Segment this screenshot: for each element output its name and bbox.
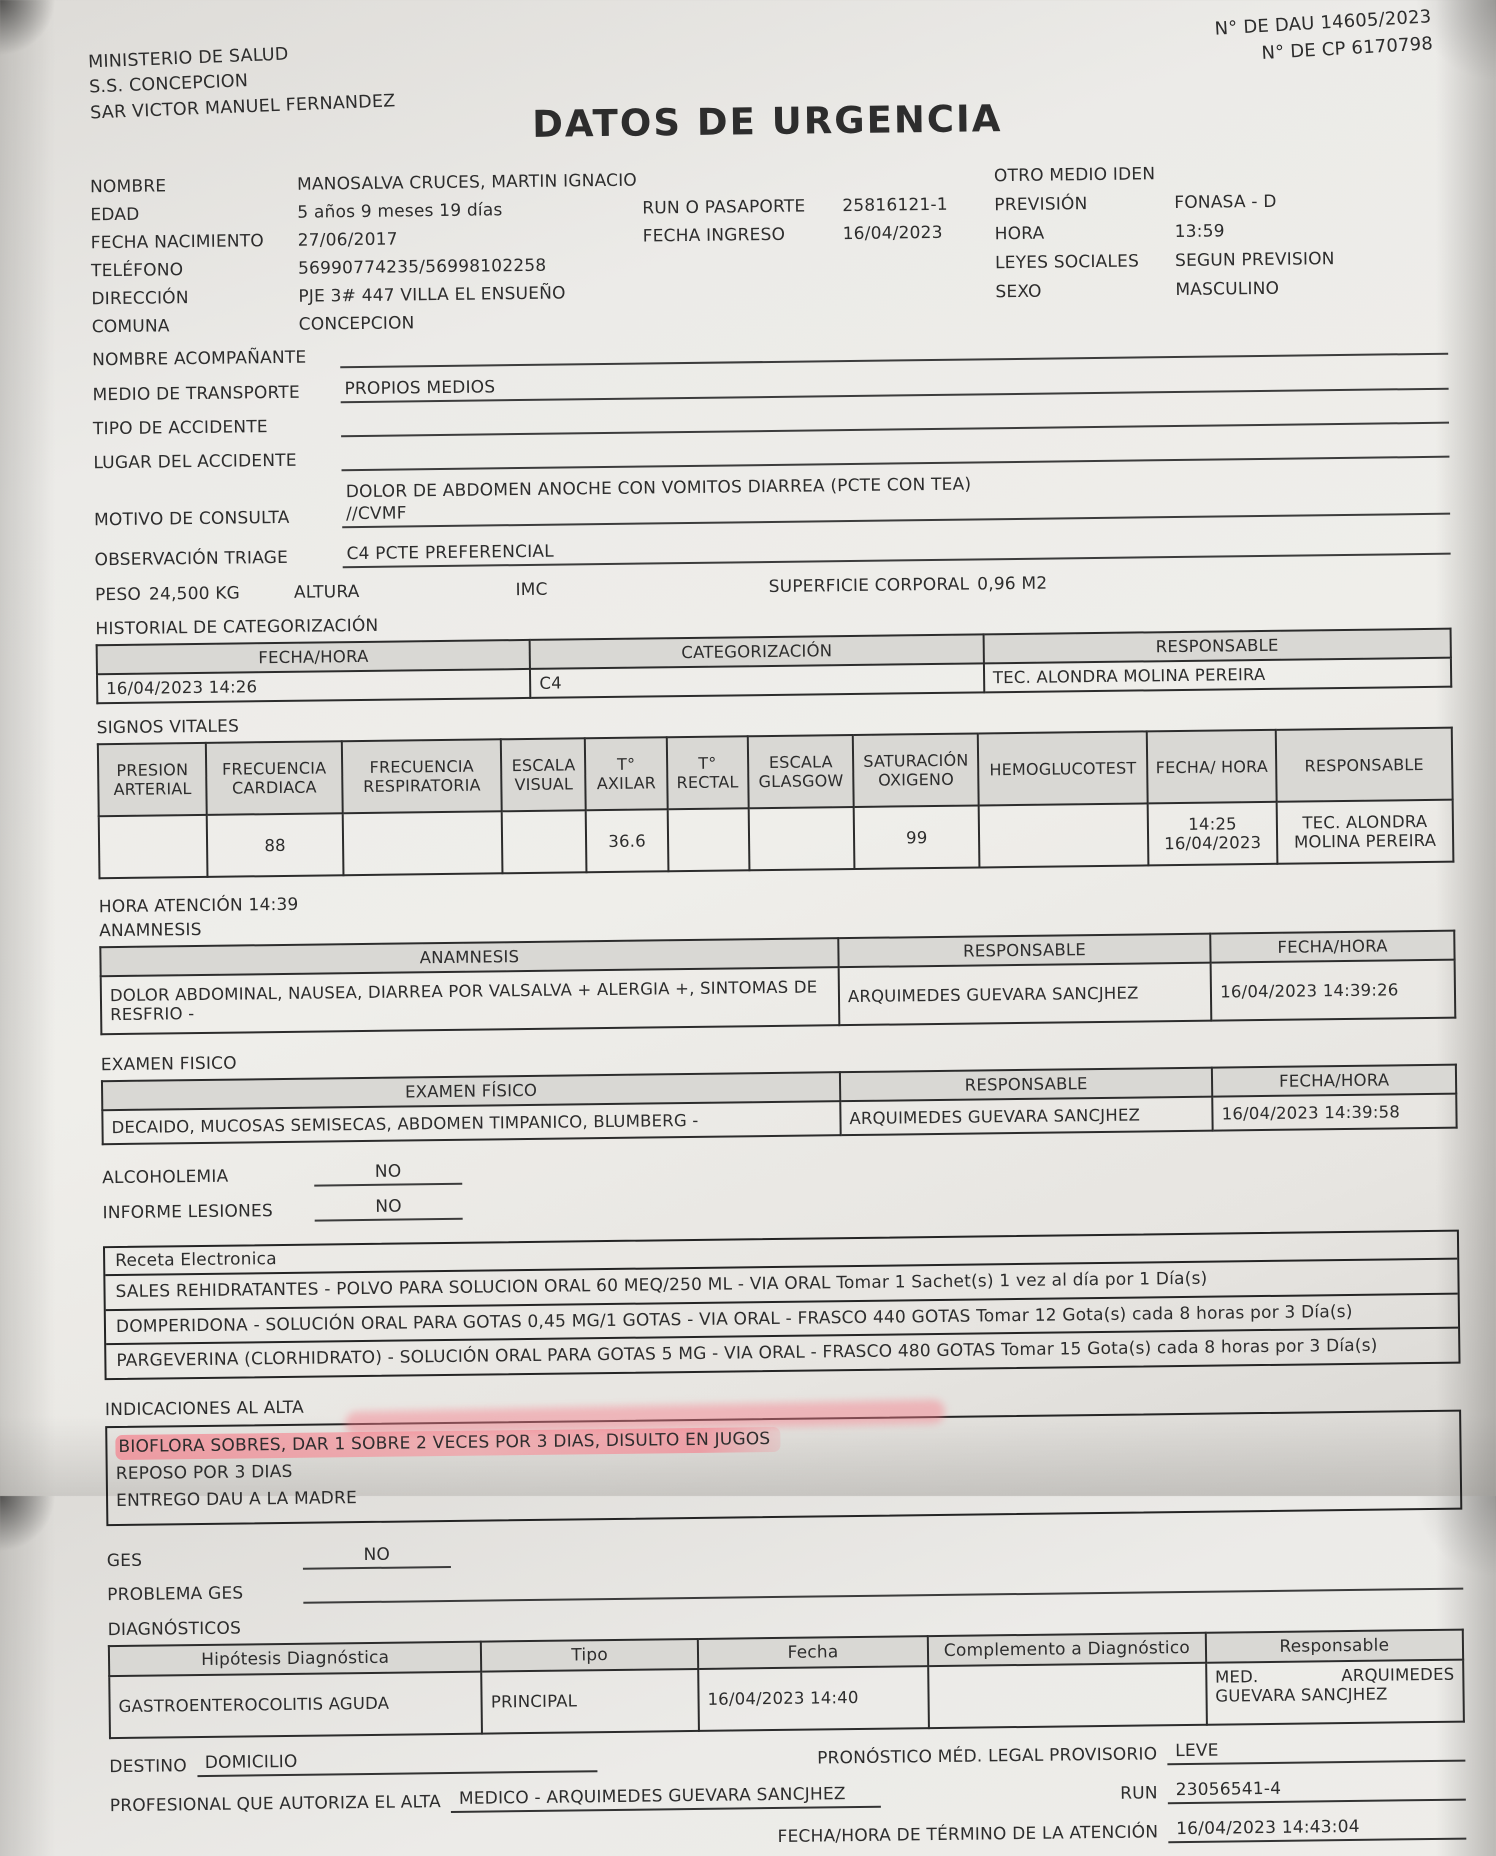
cell-hemoglucotest [979,804,1149,868]
cell-responsable: ARQUIMEDES GUEVARA SANCJHEZ [840,1097,1213,1136]
peso-label: PESO [94,584,142,606]
cell-fecha: 16/04/2023 14:40 [698,1666,929,1731]
center-name: SAR VICTOR MANUEL FERNANDEZ [89,91,396,124]
prescription-item: SALES REHIDRATANTES - POLVO PARA SOLUCION ORAL 60 MEQ/250 ML - VIA ORAL Tomar 1 Sachet(s) 1 vez al día por 1 Día(s) [105,1260,1457,1311]
motivo-line2: //CVMF [342,491,1450,529]
observacion-triage-value: C4 PCTE PREFERENCIAL [342,531,1450,569]
lugar-accidente-label: LUGAR DEL ACCIDENTE [93,450,297,474]
examen-table [101,1064,1458,1146]
document-numbers [1214,3,1446,70]
transporte-value: PROPIOS MEDIOS [340,366,1448,404]
health-service-name: S.S. CONCEPCION [88,71,249,98]
anthropometry-row [95,569,1451,606]
col-header: Fecha [698,1636,929,1669]
anamnesis-section-label: ANAMNESIS [99,920,202,942]
observacion-triage-label: OBSERVACIÓN TRIAGE [94,548,289,571]
field-acompanante [92,332,1448,372]
superficie-label: SUPERFICIE CORPORAL [768,574,970,598]
destino-value: DOMICILIO [197,1748,597,1777]
col-header: ESCALA GLASGOW [748,735,854,808]
ministry-name: MINISTERIO DE SALUD [87,44,289,73]
informe-lesiones-label: INFORME LESIONES [102,1201,274,1224]
anamnesis-table [99,930,1456,1036]
receta-title: Receta Electronica [105,1232,1457,1277]
scanned-document [88,8,1466,1856]
col-header: FRECUENCIA CARDIACA [206,741,342,815]
imc-label: IMC [515,579,548,601]
col-header: FECHA/ HORA [1147,730,1276,804]
col-header: T° AXILAR [585,737,667,810]
col-header: Responsable [1205,1629,1463,1662]
vitales-table [97,727,1455,880]
lugar-accidente-value [341,435,1449,472]
cell-escala-visual [502,810,587,873]
alcoholemia-value: NO [314,1161,462,1187]
indicacion-line: ENTREGO DAU A LA MADRE [115,1488,358,1512]
alcoholemia-label: ALCOHOLEMIA [102,1166,229,1189]
patient-identification [90,161,1448,338]
acompanante-value [340,332,1448,369]
cell-temperatura-rectal [667,808,749,871]
field-ges [107,1531,1463,1572]
examen-section-label: EXAMEN FISICO [100,1053,237,1076]
ges-label: GES [106,1550,143,1571]
prevision-value: FONASA - D [1174,191,1277,214]
fecha-nacimiento-value: 27/06/2017 [297,229,398,251]
cell-frecuencia-cardiaca: 88 [207,813,343,877]
col-header: SATURACIÓN OXIGENO [853,734,978,808]
col-header: FECHA/HORA [1211,931,1455,963]
fecha-nacimiento-label: FECHA NACIMIENTO [90,231,265,254]
acompanante-label: NOMBRE ACOMPAÑANTE [92,347,307,371]
motivo-line1: DOLOR DE ABDOMEN ANOCHE CON VOMITOS DIARREA (PCTE CON TEA) [345,474,972,503]
comuna-label: COMUNA [91,316,170,338]
patient-left-column [90,166,996,337]
leyes-sociales-value: SEGUN PREVISION [1174,249,1335,272]
cp-number: N° DE CP 6170798 [1260,33,1434,65]
motivo-consulta-value [342,469,1450,529]
hora-atencion-label: HORA ATENCIÓN [98,895,244,918]
cell-temperatura-axilar: 36.6 [586,809,668,872]
cell-fecha-hora: 16/04/2023 14:39:58 [1213,1094,1457,1131]
categorizacion-section-label: HISTORIAL DE CATEGORIZACIÓN [95,615,379,640]
problema-ges-value [303,1566,1463,1603]
altura-label: ALTURA [293,582,360,603]
informe-lesiones-value: NO [314,1196,462,1222]
hora-value: 13:59 [1174,221,1225,243]
organization-block [87,16,396,126]
col-header: ESCALA VISUAL [501,738,586,811]
col-header: RESPONSABLE [838,934,1211,968]
cell-fecha-hora: 16/04/2023 14:39:26 [1211,960,1455,1021]
nombre-label: NOMBRE [89,176,167,198]
direccion-value: PJE 3# 447 VILLA EL ENSUEÑO [298,283,566,307]
peso-value: 24,500 KG [148,583,241,605]
row-termino-atencion [110,1815,1466,1856]
transporte-label: MEDIO DE TRANSPORTE [92,382,301,406]
col-header: FECHA/HORA [1212,1065,1456,1097]
cell-categorizacion: C4 [530,664,984,699]
field-problema-ges [107,1566,1463,1606]
edad-label: EDAD [90,204,140,226]
profesional-label: PROFESIONAL QUE AUTORIZA EL ALTA [109,1791,442,1816]
sexo-value: MASCULINO [1175,278,1280,301]
nombre-value: MANOSALVA CRUCES, MARTIN IGNACIO [296,170,638,195]
cell-fecha-hora: 14:25 16/04/2023 [1148,802,1277,866]
cell-saturacion-oxigeno: 99 [854,806,979,870]
motivo-consulta-label: MOTIVO DE CONSULTA [93,507,290,531]
hora-label: HORA [994,223,1045,245]
indicacion-line: REPOSO POR 3 DIAS [115,1462,293,1485]
superficie-value: 0,96 M2 [977,573,1048,595]
prescription-item: DOMPERIDONA - SOLUCIÓN ORAL PARA GOTAS 0,45 MG/1 GOTAS - VIA ORAL - FRASCO 440 GOTAS Tomar 12 Gota(s) cada 8 horas por 3 Día(s) [106,1294,1458,1345]
indicaciones-box [105,1410,1462,1526]
field-informe-lesiones [102,1184,1458,1225]
prescription-item: PARGEVERINA (CLORHIDRATO) - SOLUCIÓN ORAL PARA GOTAS 5 MG - VIA ORAL - FRASCO 480 GOTAS Tomar 15 Gota(s) cada 8 horas por 3 Día(s) [116,1336,1378,1372]
highlighted-text: BIOFLORA SOBRES, DAR 1 SOBRE 2 VECES POR 3 DIAS, DISULTO EN JUGOS [115,1427,780,1460]
field-observacion-triage [94,531,1450,572]
direccion-label: DIRECCIÓN [91,288,189,310]
col-header: EXAMEN FÍSICO [102,1072,840,1110]
col-header: HEMOGLUCOTEST [978,732,1148,806]
page-title: DATOS DE URGENCIA [531,97,1003,146]
run-label: RUN O PASAPORTE [642,196,806,219]
field-tipo-accidente [93,401,1449,441]
telefono-label: TELÉFONO [90,260,184,282]
cell-examen-text: DECAIDO, MUCOSAS SEMISECAS, ABDOMEN TIMPANICO, BLUMBERG - [102,1101,840,1144]
cell-complemento [928,1662,1206,1727]
otro-medio-value [1174,161,1446,184]
receta-box [103,1230,1461,1380]
otro-medio-label: OTRO MEDIO IDEN [993,164,1156,187]
col-header: Tipo [481,1639,698,1672]
categorizacion-table [96,628,1453,705]
field-alcoholemia [102,1149,1458,1190]
tipo-accidente-label: TIPO DE ACCIDENTE [92,417,268,440]
tipo-accidente-value [341,401,1449,438]
col-header: FECHA/HORA [97,640,531,674]
col-header: Complemento a Diagnóstico [928,1632,1206,1665]
indicaciones-section-label: INDICACIONES AL ALTA [104,1397,305,1421]
col-header: RESPONSABLE [840,1068,1213,1102]
cell-responsable: TEC. ALONDRA MOLINA PEREIRA [1277,800,1454,864]
col-header: PRESION ARTERIAL [98,743,207,816]
field-transporte [92,366,1448,407]
cell-hipotesis: GASTROENTEROCOLITIS AGUDA [109,1671,482,1738]
fecha-ingreso-value: 16/04/2023 [842,222,943,245]
telefono-value: 56990774235/56998102258 [297,255,547,279]
leyes-sociales-label: LEYES SOCIALES [994,251,1140,274]
field-lugar-accidente [93,435,1449,475]
row-destino-pronostico [109,1737,1465,1778]
prevision-label: PREVISIÓN [994,194,1088,216]
termino-label: FECHA/HORA DE TÉRMINO DE LA ATENCIÓN [777,1821,1159,1847]
cell-responsable: ARQUIMEDES GUEVARA SANCJHEZ [839,963,1212,1026]
cell-tipo: PRINCIPAL [482,1669,699,1734]
col-header: FRECUENCIA RESPIRATORIA [342,739,503,813]
pronostico-value: LEVE [1167,1737,1465,1765]
destino-label: DESTINO [109,1755,187,1777]
profesional-value: MEDICO - ARQUIMEDES GUEVARA SANCJHEZ [451,1783,881,1812]
col-header: Hipótesis Diagnóstica [109,1641,482,1676]
cell-responsable: TEC. ALONDRA MOLINA PEREIRA [984,658,1451,693]
col-header: CATEGORIZACIÓN [530,635,984,670]
diagnosticos-section-label: DIAGNÓSTICOS [107,1618,242,1640]
col-header: ANAMNESIS [100,938,838,976]
col-header: RESPONSABLE [983,629,1450,664]
pronostico-label: PRONÓSTICO MÉD. LEGAL PROVISORIO [817,1743,1158,1769]
cell-fecha-hora: 16/04/2023 14:26 [97,669,531,703]
sexo-label: SEXO [995,281,1042,303]
diagnosticos-table [108,1628,1465,1739]
cell-anamnesis-text: DOLOR ABDOMINAL, NAUSEA, DIARREA POR VALSALVA + ALERGIA +, SINTOMAS DE RESFRIO - [101,967,840,1034]
cell-presion-arterial [99,815,208,878]
col-header: T° RECTAL [666,736,748,809]
fecha-ingreso-label: FECHA INGRESO [642,224,786,247]
comuna-value: CONCEPCION [298,313,415,335]
cell-escala-glasgow [749,807,855,870]
termino-value: 16/04/2023 14:43:04 [1168,1815,1466,1843]
edad-value: 5 años 9 meses 19 días [297,200,503,223]
ges-value: NO [303,1544,451,1570]
patient-right-column [994,161,1448,327]
cell-frecuencia-respiratoria [342,811,503,875]
field-motivo-consulta [94,469,1450,532]
run-alta-value: 23056541-4 [1168,1776,1466,1804]
col-header: RESPONSABLE [1276,728,1453,802]
run-alta-label: RUN [1120,1782,1158,1804]
dau-number: N° DE DAU 14605/2023 [1214,6,1432,40]
row-profesional-run [110,1776,1466,1817]
problema-ges-label: PROBLEMA GES [107,1583,244,1605]
hora-atencion-value: 14:39 [248,894,299,916]
cell-responsable: MED. ARQUIMEDES GUEVARA SANCJHEZ [1206,1659,1464,1724]
run-value: 25816121-1 [842,194,948,217]
vitales-section-label: SIGNOS VITALES [96,716,240,739]
